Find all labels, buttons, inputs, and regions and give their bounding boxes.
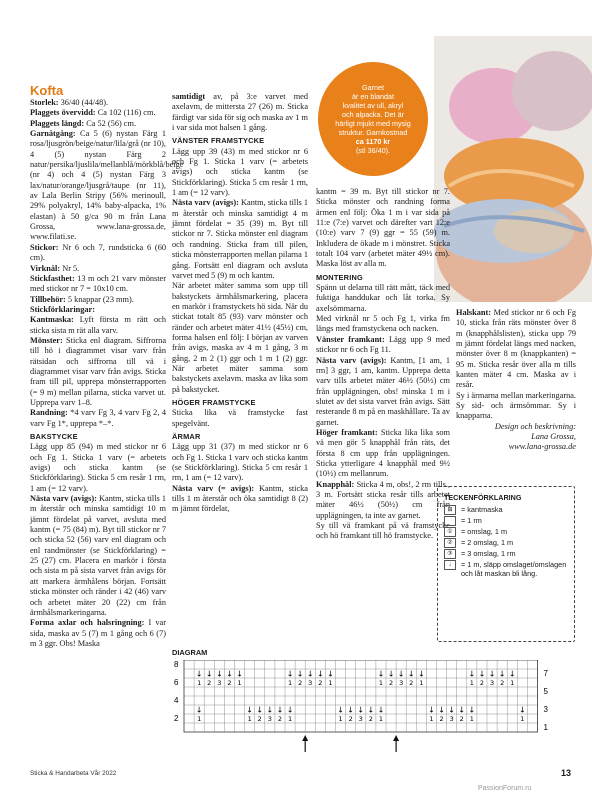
chart-arrow-mark: ↓ — [377, 705, 385, 715]
paragraph-text: I var sida, maska av 5 (7) m 1 gång och 6 (7) m 3 ggr. Obs! Maska — [30, 618, 166, 648]
paragraph — [172, 147, 308, 199]
paragraph — [456, 391, 576, 422]
paragraph — [172, 281, 308, 395]
row-number-left: 6 — [174, 678, 179, 687]
chart-arrow-mark: ↓ — [296, 669, 304, 679]
bubble-line: (stl 36/40). — [356, 146, 390, 155]
chart-arrow-mark: ↓ — [508, 669, 516, 679]
paragraph-lead: Randning: — [30, 408, 68, 418]
legend-text: = 3 omslag, 1 rm — [461, 549, 516, 558]
repeat-arrowhead-icon — [302, 735, 308, 741]
chart-arrow-mark: ↓ — [448, 705, 456, 715]
text-column-1 — [30, 98, 184, 649]
paragraph — [30, 274, 166, 295]
paragraph — [172, 442, 308, 483]
legend-text: = 1 rm — [461, 516, 482, 525]
footer-magazine: Sticka & Handarbeta Vår 2022 — [30, 770, 117, 777]
paragraph — [30, 264, 166, 274]
text-column-4 — [456, 308, 576, 453]
knitting-chart — [172, 660, 564, 760]
legend-symbol-icon — [444, 516, 456, 526]
paragraph — [316, 356, 450, 428]
paragraph-lead: Tillbehör: — [30, 294, 66, 304]
chart-wrap-mark: 3 — [399, 679, 404, 687]
chart-wrap-mark: 2 — [318, 679, 323, 687]
section-heading: MONTERING — [316, 272, 363, 282]
section-heading: HÖGER FRAMSTYCKE — [172, 397, 256, 407]
chart-wrap-mark: 2 — [368, 715, 373, 723]
legend-item — [444, 549, 568, 559]
paragraph — [30, 494, 166, 618]
chart-wrap-mark: 2 — [500, 679, 505, 687]
paragraph — [316, 521, 450, 542]
paragraph — [30, 295, 166, 305]
paragraph — [30, 305, 166, 315]
paragraph-text: Kantm, sticka tills 1 m återstår och minska samtidigt 10 m jämnt fördelat på varvet, avsluta med kantm (= 75 (84) m). Byt till stickor nr 7 och sticka 52 (56) varv enl diagram och enl randmönster (se Stickförklaring) = 25 (27) cm. Placera en markör i första och sista m på sista varvet från avigs för att markera ärmhålens början. Fortsätt sticka mönster och ränder i 42 (46) varv och arbetet mäter 20 (22) cm från ärmhålsmarkeringarna. — [30, 494, 167, 617]
chart-wrap-mark: 2 — [459, 715, 464, 723]
chart-arrow-mark: ↓ — [286, 669, 294, 679]
chart-wrap-mark: 2 — [409, 679, 414, 687]
paragraph-text: Kantm, sticka tills 1 m återstår och öka samtidigt 8 (2) m jämnt fördelat, — [172, 483, 308, 514]
chart-arrow-mark: ↓ — [195, 669, 203, 679]
paragraph-lead: Mönster: — [30, 335, 63, 345]
paragraph-lead: Forma axlar och halsringning: — [30, 618, 145, 628]
chart-arrow-mark: ↓ — [205, 669, 213, 679]
row-number-right: 5 — [543, 687, 548, 696]
chart-arrow-mark: ↓ — [276, 705, 284, 715]
text-column-2 — [172, 92, 308, 515]
paragraph-text: 36/40 (44/48). — [58, 98, 109, 107]
chart-wrap-mark: 2 — [227, 679, 232, 687]
paragraph-lead: Plaggets övervidd: — [30, 108, 96, 118]
paragraph — [30, 243, 166, 264]
chart-wrap-mark: 2 — [207, 679, 212, 687]
legend-symbol-icon: ⊞ — [444, 505, 456, 515]
chart-arrow-mark: ↓ — [417, 669, 425, 679]
paragraph-lead: Stickor: — [30, 242, 59, 252]
paragraph-text: Sticka 4 m, obs!, 2 rm tills., 3 m. Fortsätt sticka resår tills arbetet mäter 46½ (50½) cm från upplägningen, ta inte av garnet. — [316, 479, 450, 520]
chart-arrow-mark: ↓ — [367, 705, 375, 715]
paragraph-lead: Storlek: — [30, 98, 59, 107]
legend-title: TECKENFÖRKLARING — [444, 493, 522, 502]
yarn-info-bubble — [318, 62, 428, 176]
legend-text: = omslag, 1 m — [461, 527, 508, 536]
paragraph-lead: Virknål: — [30, 263, 61, 273]
paragraph-lead: Garnåtgång: — [30, 129, 76, 139]
legend-item — [444, 505, 568, 515]
chart-arrow-mark: ↓ — [458, 705, 466, 715]
section-heading: VÄNSTER FRAMSTYCKE — [172, 136, 265, 146]
chart-wrap-mark: 2 — [388, 679, 394, 687]
paragraph — [30, 315, 166, 336]
chart-wrap-mark: 2 — [257, 715, 262, 723]
paragraph — [30, 408, 166, 429]
chart-arrow-mark: ↓ — [438, 705, 445, 715]
chart-arrow-mark: ↓ — [306, 669, 314, 679]
chart-arrow-mark: ↓ — [256, 705, 264, 715]
paragraph — [316, 335, 450, 356]
legend-item — [444, 538, 568, 548]
paragraph — [172, 198, 308, 281]
paragraph — [172, 484, 308, 515]
chart-wrap-mark: 1 — [378, 679, 384, 687]
chart-wrap-mark: 3 — [308, 679, 313, 687]
chart-arrow-mark: ↓ — [397, 669, 405, 679]
legend-symbol-icon: ③ — [444, 549, 456, 559]
legend-text: = 2 omslag, 1 m — [461, 538, 514, 547]
paragraph — [30, 442, 166, 494]
paragraph — [30, 98, 166, 108]
section-heading: ÄRMAR — [172, 432, 201, 441]
bubble-line: struktur. Garnkostnad — [338, 128, 408, 137]
page-title: Kofta — [30, 83, 64, 98]
legend-symbol-icon: ↓ — [444, 560, 456, 570]
chart-arrow-mark: ↓ — [337, 705, 344, 715]
paragraph-lead: Vänster framkant: — [316, 334, 385, 344]
chart-wrap-mark: 1 — [197, 679, 202, 687]
paragraph-text: Sy till vä framkant på vä framstycke och hö framkant till hö framstycke. — [316, 521, 450, 541]
paragraph-lead: Nästa varv (avigs): — [30, 494, 97, 504]
row-number-right: 7 — [543, 669, 548, 678]
paragraph-text: Nr 6 och 7, rundsticka 6 (60 cm). — [30, 242, 166, 263]
chart-wrap-mark: 1 — [247, 715, 252, 723]
chart-wrap-mark: 1 — [287, 679, 293, 687]
paragraph-text: Lägg upp 85 (94) m med stickor nr 6 och Fg 1. Sticka 1 varv (= arbetets avigs) och sticka kantm (se Stickförklaring). Sticka 5 cm resår 1 rm, 1 am (= 12 varv). — [30, 442, 166, 493]
paragraph-text: kantm = 39 m. Byt till stickor nr 7. Sticka mönster och randning forma ärmen enl följ: Öka 1 m i var sida på 11:e (7:e) varvet och därefter vart 12:e (10:e) varv 7 (9) ggr = 55 (59) m. Inkludera de ökade m i mönstret. Sticka totalt 104 varv (arbetet mäter 49½ cm). Maska löst av alla m. — [316, 187, 450, 269]
chart-arrow-mark: ↓ — [236, 669, 243, 679]
paragraph — [456, 308, 576, 391]
chart-wrap-mark: 1 — [328, 679, 333, 687]
chart-wrap-mark: 1 — [469, 679, 474, 687]
row-number-left: 2 — [174, 714, 179, 723]
chart-arrow-mark: ↓ — [377, 669, 385, 679]
paragraph-text: Sticka enl diagram. Siffrorna till hö i diagrammet visar varv från rätsidan och siffrorna till vä i diagrammet visar varv från avigs. Sticka fram till pil, upprepa mönsterrapporten (= 9 m) mellan pilarna, sticka varvet ut. Upprepa varv 1–8. — [30, 335, 166, 407]
chart-wrap-mark: 1 — [378, 715, 384, 723]
paragraph-lead: Stickfasthet: — [30, 273, 75, 283]
paragraph — [316, 187, 450, 270]
section-heading: BAKSTYCKE — [30, 432, 78, 441]
paragraph — [30, 618, 166, 649]
paragraph-lead: Stickförklaringar: — [30, 304, 95, 314]
chart-arrow-mark: ↓ — [347, 705, 355, 715]
paragraph — [30, 119, 166, 129]
row-number-left: 8 — [174, 660, 179, 669]
chart-arrow-mark: ↓ — [316, 669, 324, 679]
chart-arrow-mark: ↓ — [195, 705, 203, 715]
chart-wrap-mark: 2 — [348, 715, 353, 723]
paragraph-lead: samtidigt — [172, 92, 206, 101]
chart-wrap-mark: 1 — [237, 679, 242, 687]
paragraph-lead: Höger framkant: — [316, 427, 378, 437]
paragraph — [30, 336, 166, 408]
paragraph — [172, 408, 308, 429]
paragraph-lead: Nästa varv (avigs): — [172, 198, 239, 208]
chart-wrap-mark: 3 — [358, 715, 363, 723]
chart-arrow-mark: ↓ — [387, 669, 395, 679]
chart-arrow-mark: ↓ — [407, 669, 415, 679]
chart-wrap-mark: 3 — [217, 679, 222, 687]
paragraph-text: Ca 52 (56) cm. — [84, 118, 137, 128]
chart-arrow-mark: ↓ — [488, 669, 496, 679]
chart-arrow-mark: ↓ — [428, 705, 435, 715]
paragraph-text: 13 m och 21 varv mönster med stickor nr 7 = 10x10 cm. — [30, 273, 166, 294]
chart-arrow-mark: ↓ — [327, 669, 334, 679]
chart-arrow-mark: ↓ — [468, 705, 476, 715]
chart-arrow-mark: ↓ — [246, 705, 254, 715]
paragraph — [30, 108, 166, 118]
chart-wrap-mark: 1 — [197, 715, 202, 723]
chart-arrow-mark: ↓ — [266, 705, 274, 715]
chart-arrow-mark: ↓ — [498, 669, 506, 679]
bubble-line: är en blandat — [352, 92, 394, 101]
paragraph-text: Ca 102 (116) cm. — [95, 108, 156, 118]
paragraph — [30, 129, 184, 243]
paragraph-text: Med virknål nr 5 och Fg 1, virka fm längs med framstyckena och nacken. — [316, 314, 450, 334]
chart-wrap-mark: 2 — [479, 679, 485, 687]
paragraph-text: Lägg upp 39 (43) m med stickor nr 6 och Fg 1. Sticka 1 varv (= arbetets avigs) och sticka kantm (se Stickförklaring). Sticka 5 cm resår 1 rm, 1 am (= 12 varv). — [172, 146, 308, 198]
chart-arrow-mark: ↓ — [215, 669, 223, 679]
paragraph-text: Sticka lika vä framstycke fast spegelvänt. — [172, 408, 308, 428]
chart-arrow-mark: ↓ — [286, 705, 294, 715]
chart-wrap-mark: 3 — [449, 715, 454, 723]
chart-wrap-mark: 1 — [429, 715, 434, 723]
paragraph-text: Lyft första m rätt och sticka sista m rät alla varv. — [30, 315, 166, 335]
paragraph — [316, 283, 450, 314]
paragraph — [316, 428, 450, 480]
paragraph — [316, 480, 450, 521]
paragraph-text: Spänn ut delarna till rätt mått, täck med fuktiga handdukar och låt torka. Sy axelsömmarna. — [316, 283, 450, 313]
chart-arrow-mark: ↓ — [478, 669, 486, 679]
paragraph-lead: Halskant: — [456, 308, 492, 317]
bubble-line: härligt mjukt med mysig — [335, 119, 411, 128]
bubble-line: ca 1170 kr — [355, 137, 391, 146]
paragraph-text: av, på 3:e varvet med axelavm, de mittersta 27 (26) m. Sticka färdigt var sida för sig och maska av 1 m i var sida mot halsen 1 gång. — [172, 92, 308, 133]
chart-arrow-mark: ↓ — [226, 669, 233, 679]
chart-wrap-mark: 1 — [287, 715, 293, 723]
legend-item — [444, 516, 568, 526]
paragraph-text: Ca 5 (6) nystan Färg 1 rosa/ljusgrön/beige/natur/lila/grå (nr 10), 4 (5) nystan Färg 2 natur/persika/ljuslila/mellanblå/mörkblå/beige (nr 4) och 4 (5) nystan Färg 3 lax/natur/orange/ljusgrå/taupe (nr 11), av Lala Berlin Stripy (56% merinoull, 29% polyakryl, 14% baby-alpacka, 1% elastan) à 50 g/ca 90 m från Lana Grossa, www.lana-grossa.de, www.filati.se. — [30, 129, 184, 242]
chart-wrap-mark: 1 — [469, 715, 474, 723]
paragraph-text: Med stickor nr 6 och Fg 10, sticka från räts mönster över 8 m (knapphålslisten), sticka upp 79 m jämnt fördelat längs med nacken, mönster över 8 m (knappkanten) = 95 m. Sticka resår över alla m tills kanten mäter 4 cm. Maska av i resår. — [456, 308, 576, 390]
paragraph-lead: Kantmaska: — [30, 315, 74, 325]
chart-wrap-mark: 3 — [489, 679, 495, 687]
paragraph — [316, 314, 450, 335]
chart-arrow-mark: ↓ — [357, 705, 365, 715]
paragraph-text: Nr 5. — [60, 263, 80, 273]
paragraph-text: Kantm, sticka tills 1 m återstår och minska samtidigt 4 m jämnt fördelat = 35 (39) m. Byt till stickor nr 7. Sticka mönster enl diagram och randning. Sticka fram till pilen, sticka mönsterrapporten mellan pilarna 1 gång. Fortsätt enl diagram och avsluta varvet med 5 (9) m och kantm. — [172, 198, 309, 280]
yarn-photo — [434, 36, 592, 302]
chart-wrap-mark: 2 — [439, 715, 444, 723]
chart-wrap-mark: 1 — [338, 715, 343, 723]
chart-wrap-mark: 1 — [520, 715, 525, 723]
paragraph-text: När arbetet mäter samma som upp till bakstyckets ärmhålsmarkering, placera en markör i framstyckets hö sida. När du stickat totalt 85 (93) varv mönster och ränder och arbetet mäter 41½ (45½) cm, forma halsen enl följ: I början av varven från avigs, maska av 4 m 1 gång, 3 m gång, 2 m 2 (1) ggr och 1 m 1 (2) ggr. När arbetet mäter samma som bakstyckets axelavm. maska av lika som på bakstycket. — [172, 281, 308, 394]
chart-arrow-mark: ↓ — [468, 669, 476, 679]
paragraph-text: Lägg upp 9 med stickor nr 6 och Fg 11. — [316, 334, 450, 355]
bubble-line: kvalitet av ull, akryl — [342, 101, 404, 110]
paragraph-text: 5 knappar (23 mm). — [65, 294, 134, 304]
paragraph-text: Sy i ärmarna mellan markeringarna. Sy sid- och ärmsömmar. Sy i knapparna. — [456, 390, 576, 421]
paragraph-text: Lägg upp 31 (37) m med stickor nr 6 och Fg 1. Sticka 1 varv och sticka kantm (se Stickförklaring). Sticka 5 cm resår 1 rm, 1 am (= 12 varv). — [172, 442, 308, 483]
paragraph-lead: Plaggets längd: — [30, 118, 85, 128]
paragraph — [172, 92, 308, 133]
chart-wrap-mark: 2 — [277, 715, 283, 723]
paragraph-lead: Nästa varv (= avigs): — [172, 483, 255, 493]
chart-wrap-mark: 1 — [510, 679, 515, 687]
symbol-legend — [437, 486, 575, 642]
bubble-line: Garnet — [362, 83, 384, 92]
chart-wrap-mark: 1 — [419, 679, 424, 687]
row-number-right: 3 — [543, 705, 548, 714]
row-number-right: 1 — [543, 723, 548, 732]
legend-item — [444, 560, 568, 578]
legend-symbol-icon: ② — [444, 538, 456, 548]
row-number-left: 4 — [174, 696, 179, 705]
chart-wrap-mark: 2 — [298, 679, 303, 687]
paragraph-text: *4 varv Fg 3, 4 varv Fg 2, 4 varv Fg 1*, upprepa *–*. — [30, 408, 166, 428]
paragraph-text: Kantm, [1 am, 1 rm] 3 ggr, 1 am, kantm. Upprepa detta varv tills arbetet mäter 46½ (50½) cm från upplägningen, obs! minska 1 m i slutet av det sista varvet från avigs. Sätt resterande 8 m på en maskhållare. Ta av garnet. — [316, 355, 450, 427]
legend-symbol-icon: ① — [444, 527, 456, 537]
paragraph-lead: Knapphål: — [316, 479, 355, 489]
watermark: PassionForum.ru — [478, 785, 532, 792]
signature: Design och beskrivning: Lana Grossa, www.lana-grossa.de — [494, 421, 576, 452]
repeat-arrowhead-icon — [393, 735, 399, 741]
page-number: 13 — [561, 768, 572, 778]
paragraph-lead: Nästa varv (avigs): — [316, 355, 387, 365]
legend-item — [444, 527, 568, 537]
bubble-line: och alpacka. Det är — [342, 110, 404, 119]
text-column-3 — [316, 187, 450, 542]
legend-text: = kantmaska — [461, 505, 503, 514]
diagram-title: DIAGRAM — [172, 648, 208, 657]
paragraph-text: Sticka lika lika som vä men gör 5 knapphål från räts, det första 8 cm upp från upplägningen. Sticka ytterligare 4 knapphål med 9½ (10½) cm mellanrum. — [316, 427, 450, 479]
chart-wrap-mark: 3 — [267, 715, 272, 723]
chart-arrow-mark: ↓ — [518, 705, 526, 715]
legend-text: = 1 m, släpp omslaget/omslagen och låt maskan bli lång. — [461, 560, 567, 578]
